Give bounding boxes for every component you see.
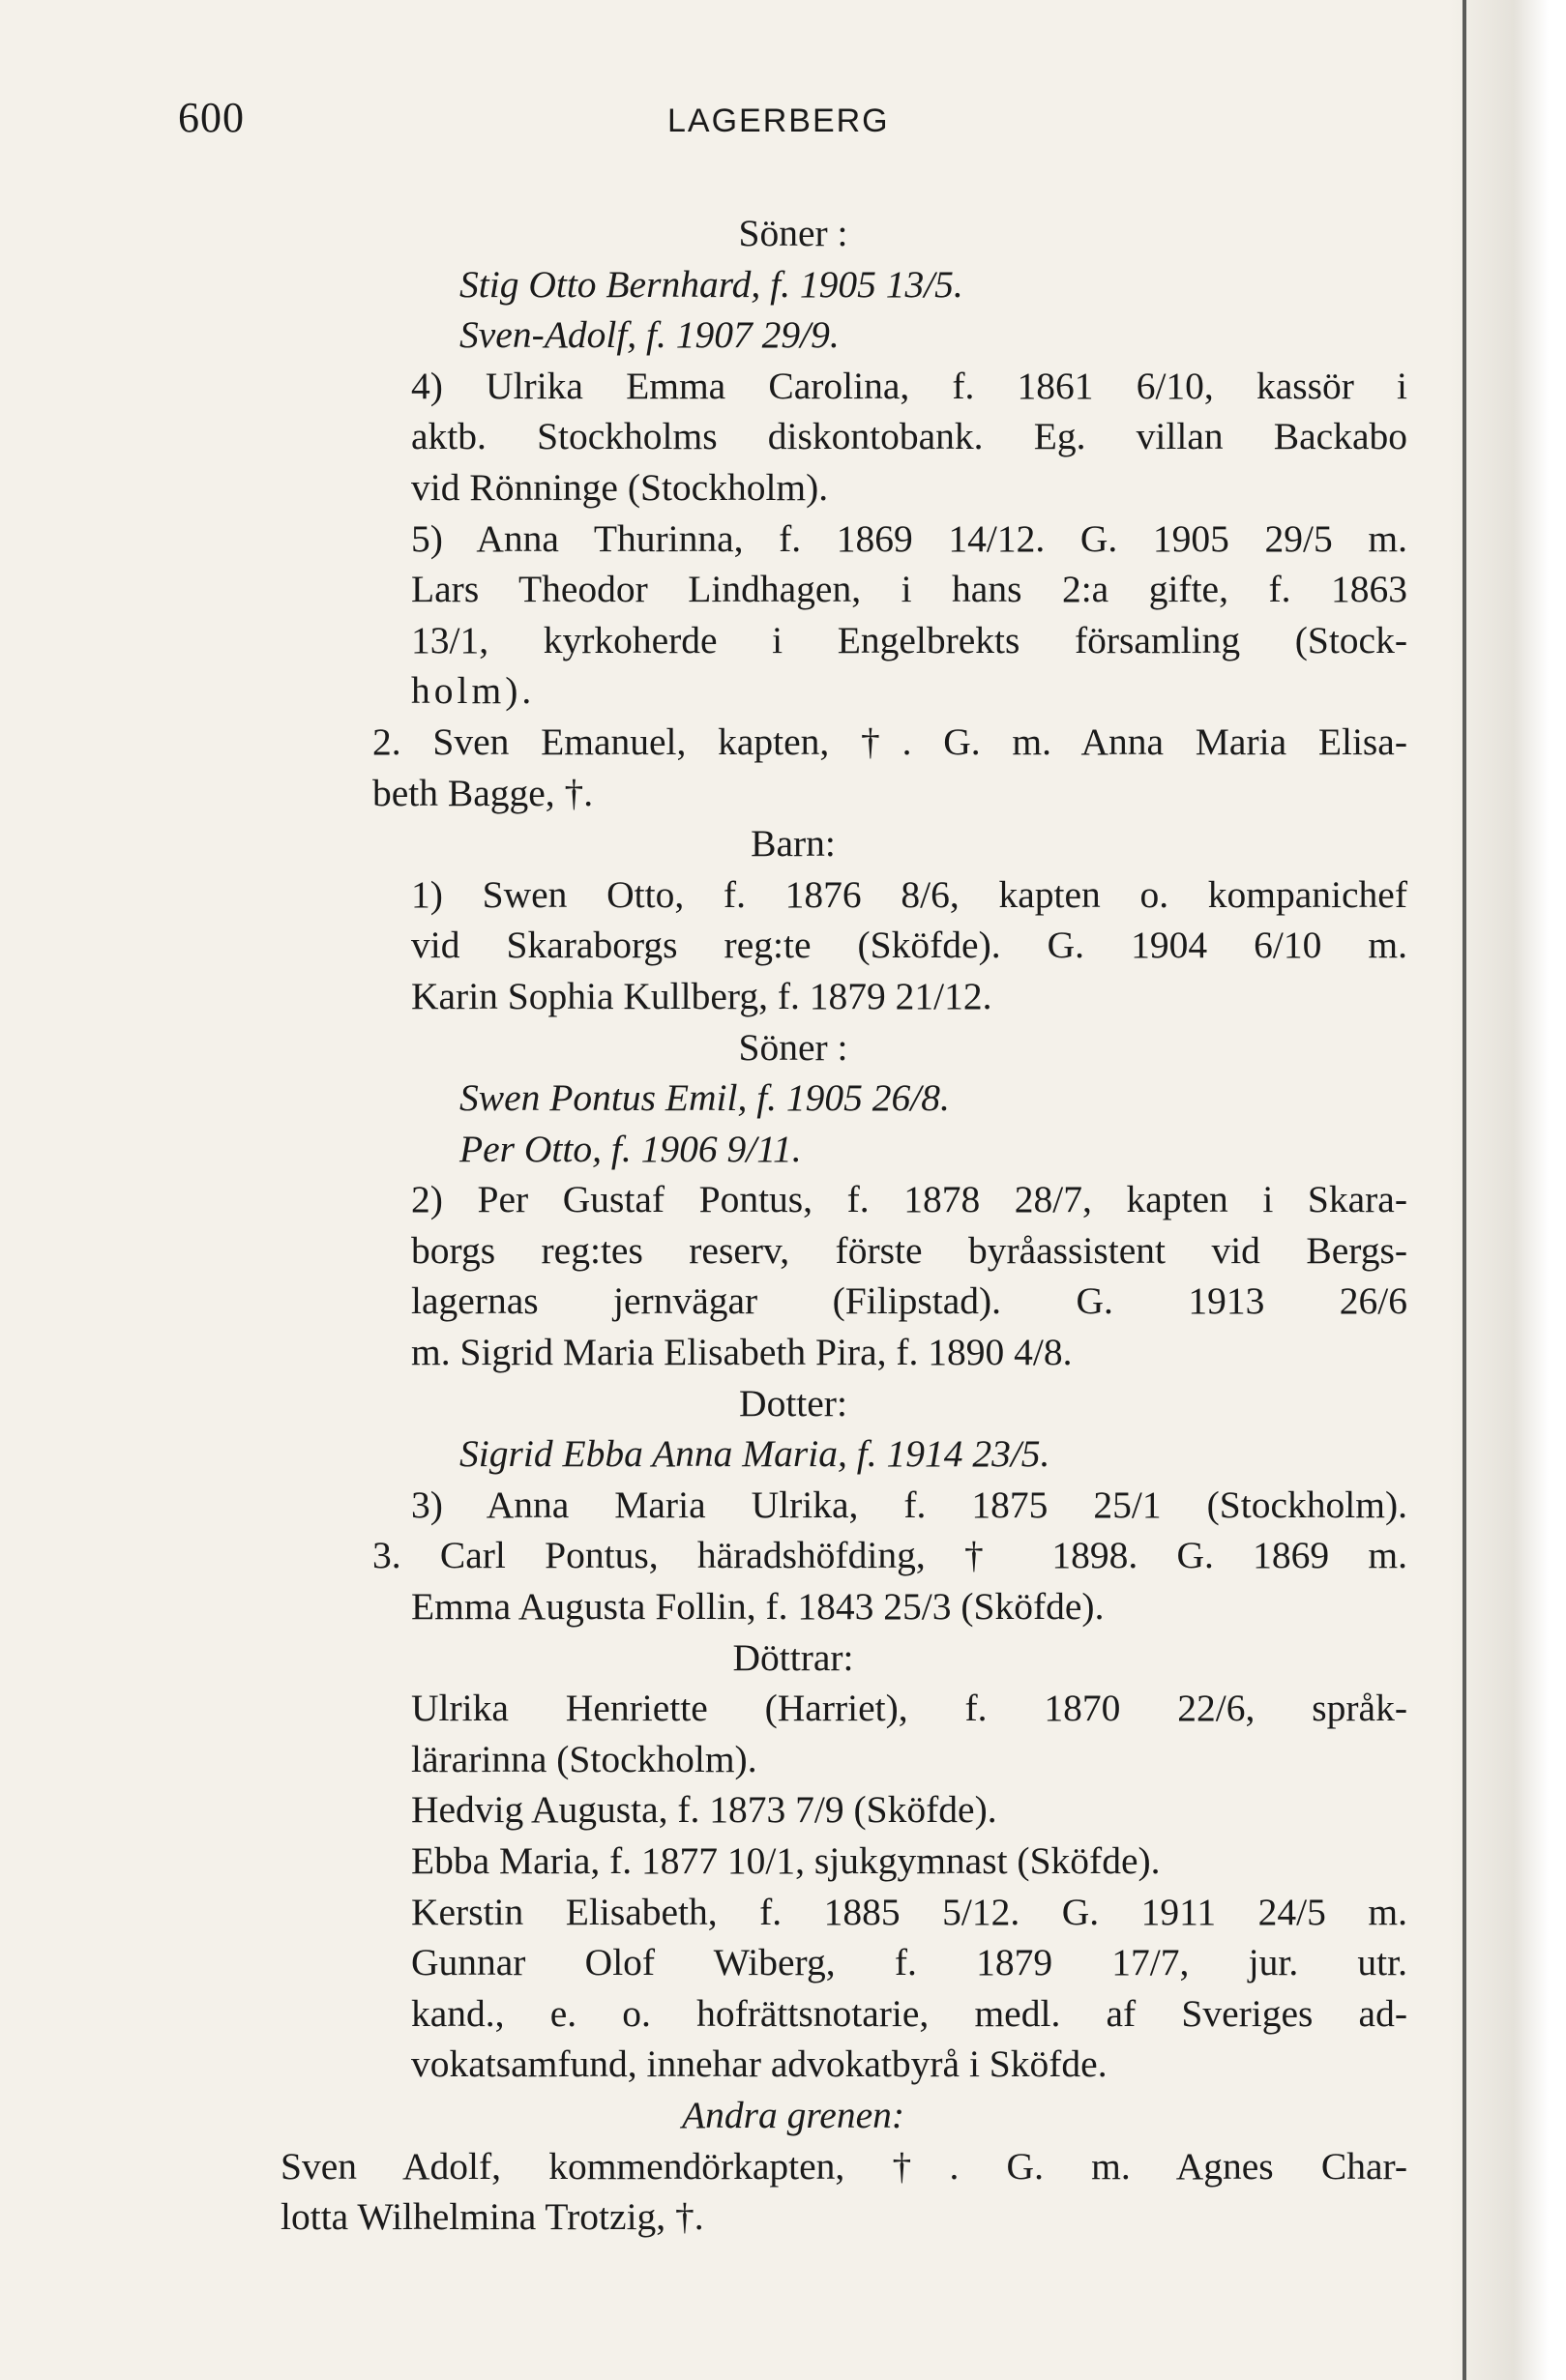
text-line: Ulrika Henriette (Harriet), f. 1870 22/6, språk- xyxy=(411,1687,1407,1730)
text-line: borgs reg:tes reserv, förste byråassistent vid Bergs- xyxy=(411,1228,1407,1272)
text-line: Dotter: xyxy=(739,1381,847,1425)
text-line: m. Sigrid Maria Elisabeth Pira, f. 1890 4/8. xyxy=(411,1331,1073,1374)
text-line: Andra grenen: xyxy=(682,2093,904,2136)
text-line: Kerstin Elisabeth, f. 1885 5/12. G. 1911 24/5 m. xyxy=(411,1890,1407,1933)
text-line: Söner : xyxy=(738,1025,848,1069)
text-line: lotta Wilhelmina Trotzig, †. xyxy=(281,2195,704,2239)
page-header xyxy=(0,93,1432,161)
text-line: lagernas jernvägar (Filipstad). G. 1913 26/6 xyxy=(411,1279,1407,1323)
text-line: Karin Sophia Kullberg, f. 1879 21/12. xyxy=(411,974,992,1017)
text-line: Ebba Maria, f. 1877 10/1, sjukgymnast (Sköfde). xyxy=(411,1839,1161,1882)
text-line: vid Skaraborgs reg:te (Sköfde). G. 1904 6/10 m. xyxy=(411,924,1407,967)
text-line: Döttrar: xyxy=(732,1635,854,1679)
page-edge-shadow xyxy=(1450,0,1566,2380)
text-line: 2) Per Gustaf Pontus, f. 1878 28/7, kapten i Skara- xyxy=(411,1178,1407,1221)
text-line: Emma Augusta Follin, f. 1843 25/3 (Sköfde). xyxy=(411,1585,1105,1629)
page-number: 600 xyxy=(178,94,245,141)
text-line: Lars Theodor Lindhagen, i hans 2:a gifte, f. 1863 xyxy=(411,568,1407,611)
text-line: Sven-Adolf, f. 1907 29/9. xyxy=(459,313,840,357)
binding-edge-line xyxy=(1463,0,1466,2380)
text-line: 1) Swen Otto, f. 1876 8/6, kapten o. kompanichef xyxy=(411,872,1407,916)
text-line: Per Otto, f. 1906 9/11. xyxy=(459,1127,802,1170)
text-line: Gunnar Olof Wiberg, f. 1879 17/7, jur. utr. xyxy=(411,1941,1407,1984)
text-line: lärarinna (Stockholm). xyxy=(411,1737,757,1780)
text-line: Swen Pontus Emil, f. 1905 26/8. xyxy=(459,1076,950,1120)
text-line: Sigrid Ebba Anna Maria, f. 1914 23/5. xyxy=(459,1432,1050,1476)
text-line: 5) Anna Thurinna, f. 1869 14/12. G. 1905 29/5 m. xyxy=(411,516,1407,560)
text-line: vid Rönninge (Stockholm). xyxy=(411,465,829,509)
text-line: Stig Otto Bernhard, f. 1905 13/5. xyxy=(459,262,963,306)
text-line: 13/1, kyrkoherde i Engelbrekts församling (Stock- xyxy=(411,618,1407,661)
text-line: Sven Adolf, kommendörkapten, †. G. m. Agnes Char- xyxy=(281,2144,1407,2188)
text-line: 3. Carl Pontus, häradshöfding, † 1898. G. 1869 m. xyxy=(372,1534,1407,1577)
text-line: beth Bagge, †. xyxy=(372,771,594,814)
text-line: vokatsamfund, innehar advokatbyrå i Sköfde. xyxy=(411,2042,1108,2086)
text-line: Söner : xyxy=(738,212,848,254)
text-line: holm). xyxy=(411,669,536,713)
text-line: Barn: xyxy=(751,822,836,866)
text-line: 3) Anna Maria Ulrika, f. 1875 25/1 (Stockholm). xyxy=(411,1483,1407,1526)
text-line: aktb. Stockholms diskontobank. Eg. villan Backabo xyxy=(411,415,1407,458)
text-line: kand., e. o. hofrättsnotarie, medl. af Sveriges ad- xyxy=(411,1991,1407,2035)
running-head: LAGERBERG xyxy=(667,103,890,139)
text-line: Hedvig Augusta, f. 1873 7/9 (Sköfde). xyxy=(411,1788,997,1832)
text-line: 2. Sven Emanuel, kapten, †. G. m. Anna Maria Elisa- xyxy=(372,720,1407,763)
genealogy-text-block xyxy=(179,208,1407,2243)
text-line: 4) Ulrika Emma Carolina, f. 1861 6/10, kassör i xyxy=(411,364,1407,407)
